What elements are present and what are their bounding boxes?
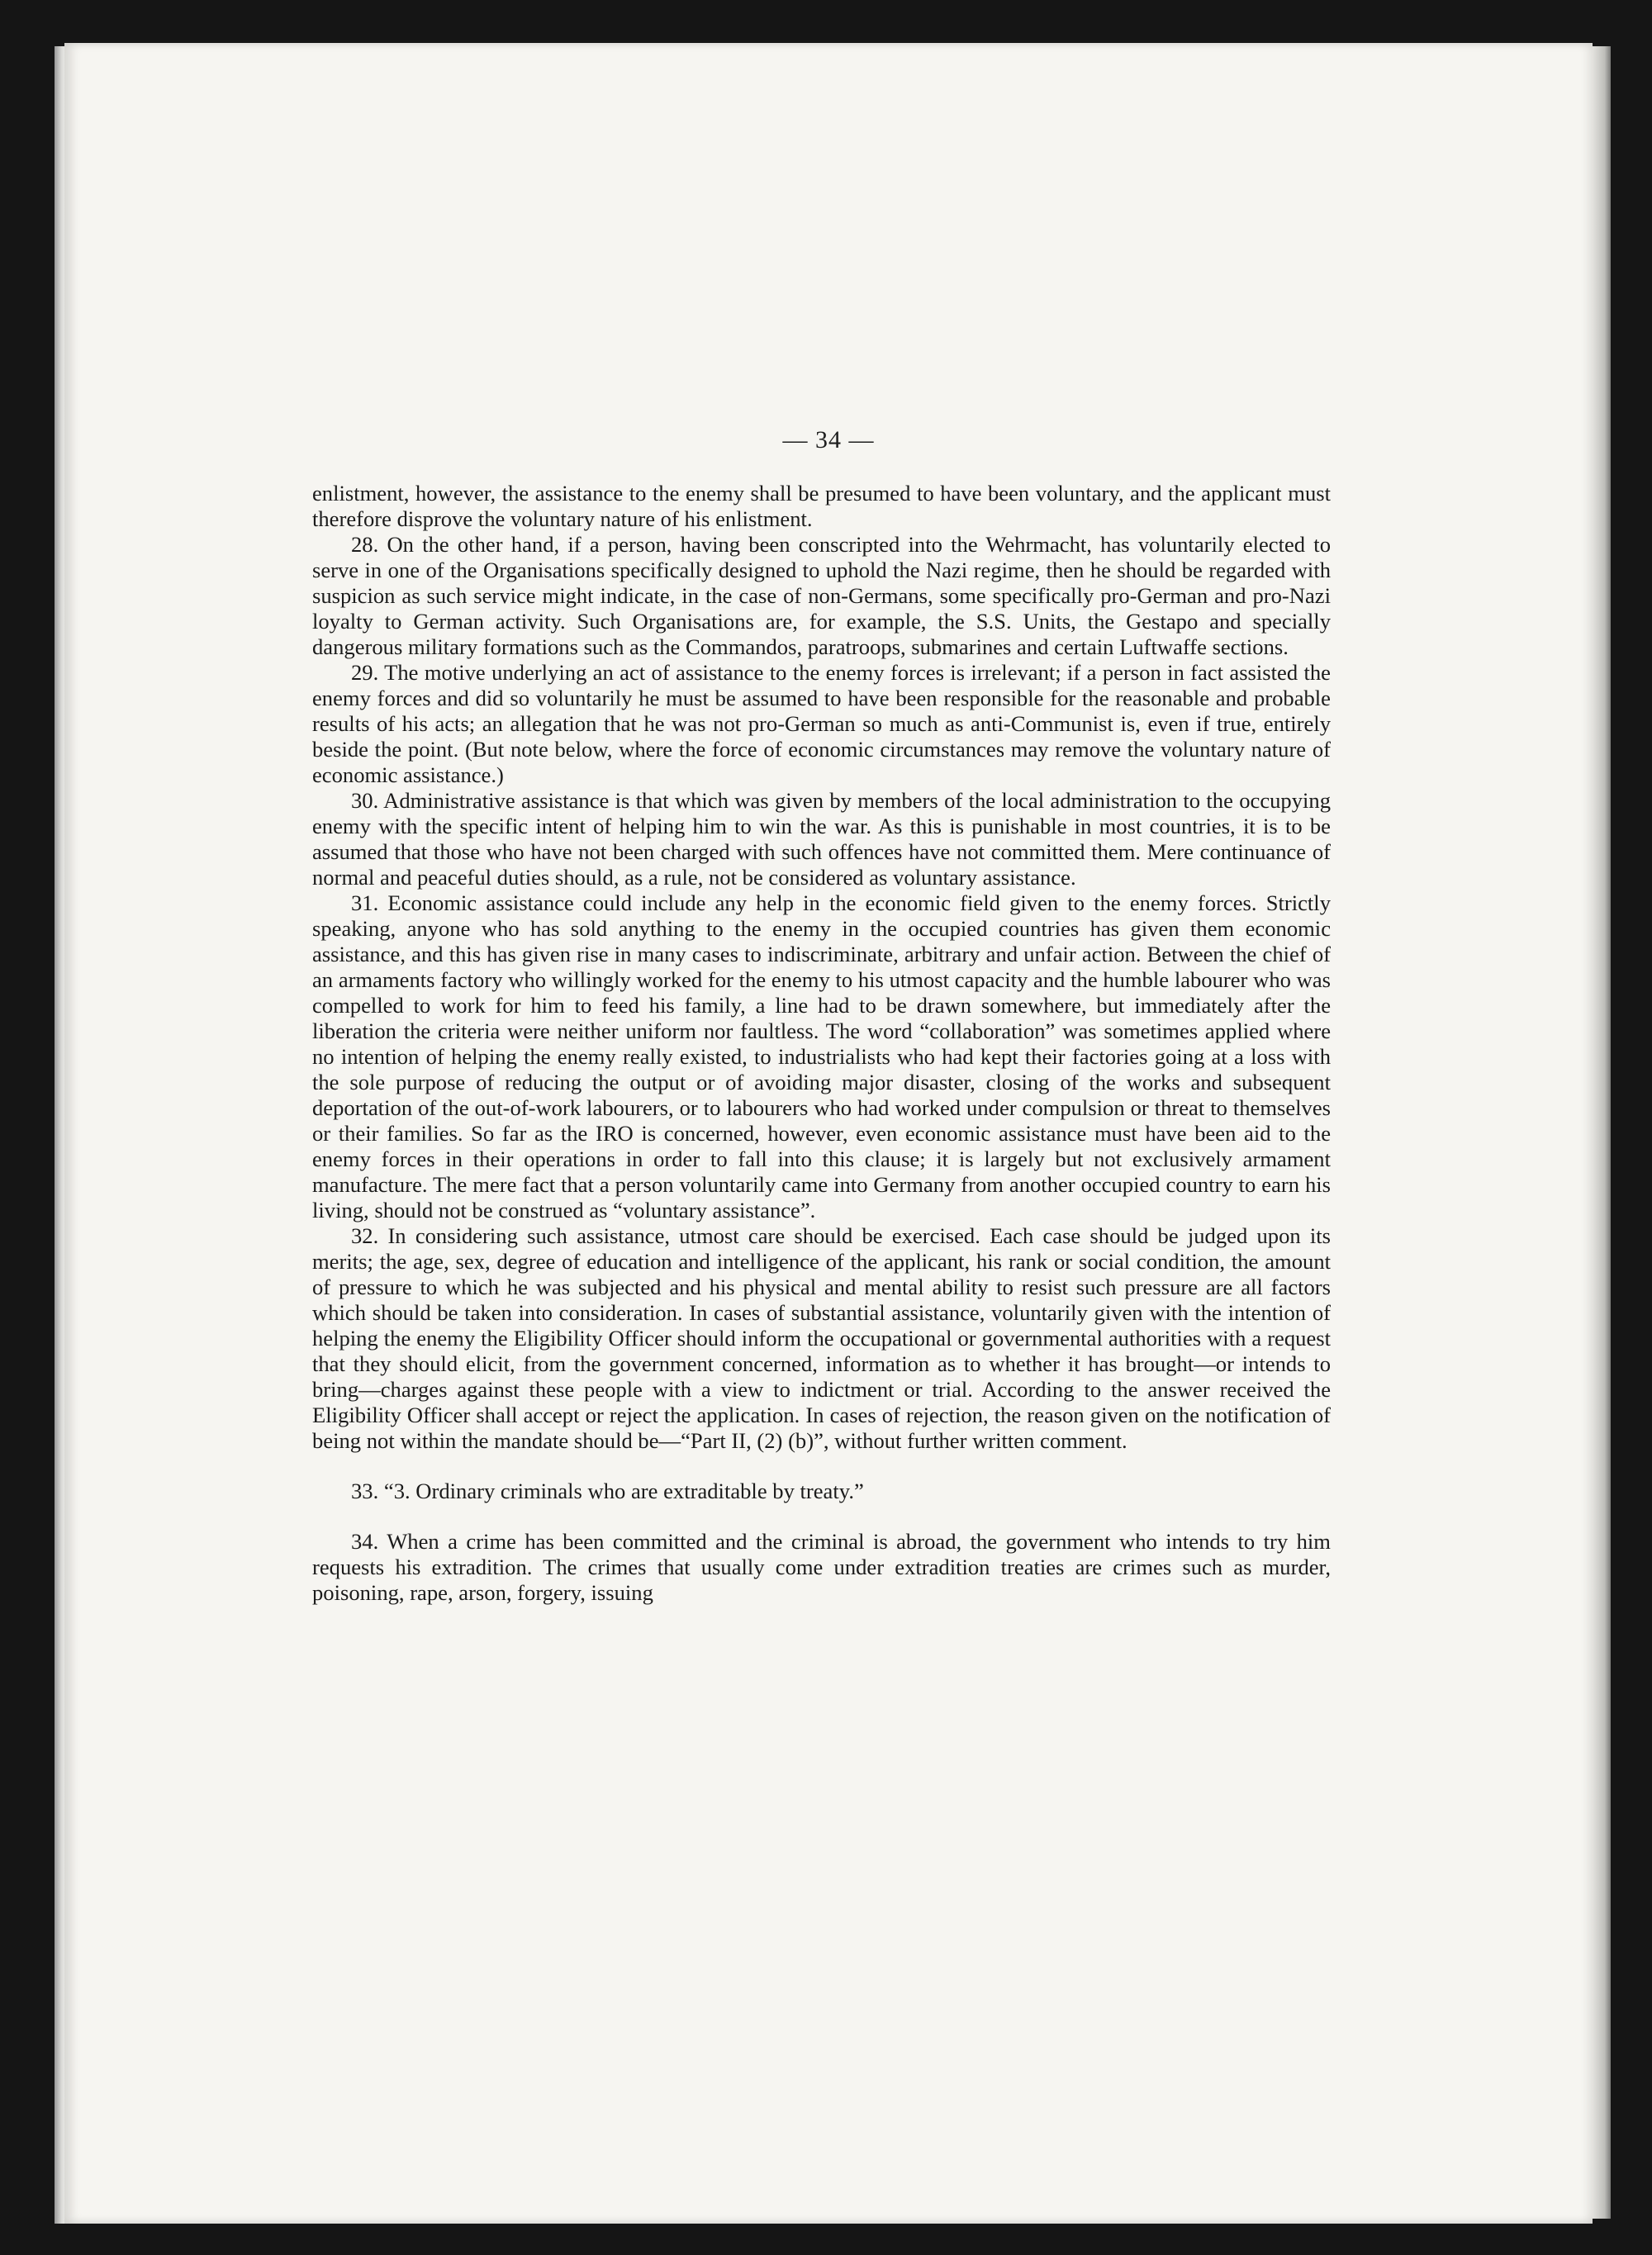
page-number: — 34 — [782,426,875,453]
paragraph-31: 31. Economic assistance could include any help in the economic field given to the enemy forces. Strictly speaking, anyone who has sold anything to the enemy in the occupied countries has given them economic assistance, and this has given rise in many cases to indiscriminate, arbitrary and unfair action. Between the chief of an armaments factory who willingly worked for the enemy to his utmost capacity and the humble labourer who was compelled to work for him to feed his family, a line had to be drawn somewhere, but immediately after the liberation the criteria were neither uniform nor faultless. The word “collaboration” was sometimes applied where no intention of helping the enemy really existed, to industrialists who had kept their factories going at a loss with the sole purpose of reducing the output or of avoiding major disaster, closing of the works and subsequent deportation of the out-of-work labourers, or to labourers who had worked under compulsion or threat to themselves or their families. So far as the IRO is concerned, however, even economic assistance must have been aid to the enemy forces in their operations in order to fall into this clause; it is largely but not exclusively armament manufacture. The mere fact that a person voluntarily came into Germany from another occupied country to earn his living, should not be construed as “voluntary assistance”. [312,890,1331,1222]
document-page [64,43,1593,2224]
paragraph-29: 29. The motive underlying an act of assistance to the enemy forces is irrelevant; if a person in fact assisted the enemy forces and did so voluntarily he must be assumed to have been responsible for the reasonable and probable results of his acts; an allegation that he was not pro-German so much as anti-Communist is, even if true, entirely beside the point. (But note below, where the force of economic circumstances may remove the voluntary nature of economic assistance.) [312,660,1331,787]
paragraph-34: 34. When a crime has been committed and the criminal is abroad, the government who intends to try him requests his extradition. The crimes that usually come under extradition treaties are crimes such as murder, poisoning, rape, arson, forgery, issuing [312,1529,1331,1605]
paragraph-30: 30. Administrative assistance is that which was given by members of the local administration to the occupying enemy with the specific intent of helping him to win the war. As this is punishable in most countries, it is to be assumed that those who have not been charged with such offences have not committed them. Mere continuance of normal and peaceful duties should, as a rule, not be considered as voluntary assistance. [312,788,1331,890]
paragraph-33-heading: 33. “3. Ordinary criminals who are extraditable by treaty.” [351,1479,864,1503]
page-edge-right [1591,46,1611,2219]
paragraph-27-continuation: enlistment, however, the assistance to the enemy shall be presumed to have been voluntary, and the applicant must therefore disprove the voluntary nature of his enlistment. [312,481,1331,531]
document-body [312,481,1331,1606]
paragraph-32: 32. In considering such assistance, utmost care should be exercised. Each case should be judged upon its merits; the age, sex, degree of education and intelligence of the applicant, his rank or social condition, the amount of pressure to which he was subjected and his physical and mental ability to resist such pressure are all factors which should be taken into consideration. In cases of substantial assistance, voluntarily given with the intention of helping the enemy the Eligibility Officer should inform the occupational or governmental authorities with a request that they should elicit, from the government concerned, information as to whether it has brought—or intends to bring—charges against these people with a view to indictment or trial. According to the answer received the Eligibility Officer shall accept or reject the application. In cases of rejection, the reason given on the notification of being not within the mandate should be—“Part II, (2) (b)”, without further written comment. [312,1223,1331,1453]
paragraph-28: 28. On the other hand, if a person, having been conscripted into the Wehrmacht, has voluntarily elected to serve in one of the Organisations specifically designed to uphold the Nazi regime, then he should be regarded with suspicion as such service might indicate, in the case of non-Germans, some specifically pro-German and pro-Nazi loyalty to German activity. Such Organisations are, for example, the S.S. Units, the Gestapo and specially dangerous military formations such as the Commandos, paratroops, submarines and certain Luftwaffe sections. [312,532,1331,659]
